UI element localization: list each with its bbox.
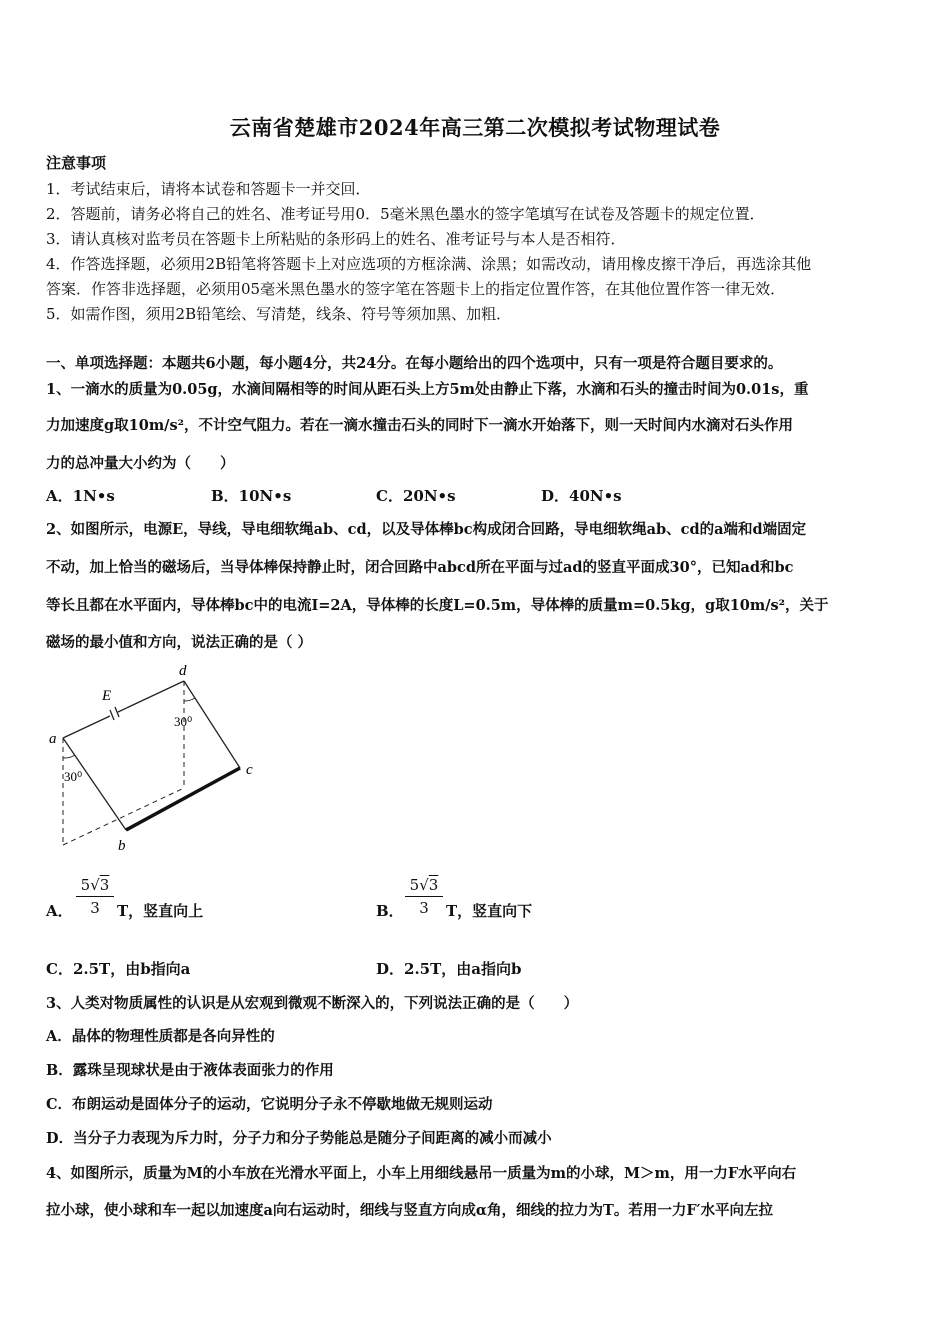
denominator: 3 <box>419 899 429 917</box>
q1-option-c: C．20N•s <box>376 487 456 505</box>
q3-option-d: D．当分子力表现为斥力时，分子力和分子势能总是随分子间距离的减小而减小 <box>46 1130 552 1147</box>
angle-label-d: 30⁰ <box>174 714 193 729</box>
sqrt-sign: √ <box>90 876 100 894</box>
q3-option-b: B．露珠呈现球状是由于液体表面张力的作用 <box>46 1062 334 1079</box>
q3-option-c: C．布朗运动是固体分子的运动，它说明分子永不停歇地做无规则运动 <box>46 1096 493 1113</box>
q4-line: 拉小球，使小球和车一起以加速度a向右运动时，细线与竖直方向成α角，细线的拉力为T。若用一力F′水平向左拉 <box>46 1202 773 1219</box>
label-e: E <box>102 688 112 704</box>
soft-wire-ab <box>63 738 126 830</box>
angle-label-a: 30⁰ <box>64 769 83 784</box>
q1-option-d: D．40N•s <box>541 487 622 505</box>
dashed-base <box>63 788 184 845</box>
q2-option-a-fraction <box>76 876 114 917</box>
notice-item: 5．如需作图，须用2B铅笔绘、写清楚，线条、符号等须加黑、加粗． <box>46 305 512 323</box>
q1-option-a: A．1N•s <box>46 487 115 505</box>
wire-a-to-e <box>63 716 110 738</box>
conductor-rod-bc <box>126 768 240 830</box>
q1-line: 力加速度g取10m/s²，不计空气阻力。若在一滴水撞击石头的同时下一滴水开始落下，则一天时间内水滴对石头作用 <box>46 417 793 434</box>
soft-wire-dc <box>184 681 240 768</box>
notice-item: 4．作答选择题，必须用2B铅笔将答题卡上对应选项的方框涂满、涂黑；如需改动，请用橡皮擦干净后，再选涂其他 <box>46 255 812 273</box>
battery-plate <box>110 710 114 720</box>
page-title: 云南省楚雄市2024年高三第二次模拟考试物理试卷 <box>229 115 721 140</box>
q1-line: 1、一滴水的质量为0.05g，水滴间隔相等的时间从距石头上方5m处由静止下落，水滴和石头的撞击时间为0.01s，重 <box>46 381 809 398</box>
q2-option-b-letter: B． <box>376 902 404 920</box>
notice-item: 3．请认真核对监考员在答题卡上所粘贴的条形码上的姓名、准考证号与本人是否相符． <box>46 230 626 248</box>
q4-line: 4、如图所示，质量为M的小车放在光滑水平面上，小车上用细线悬吊一质量为m的小球，M＞m，用一力F水平向右 <box>46 1165 797 1182</box>
angle-arc-d <box>184 698 195 701</box>
q2-line: 磁场的最小值和方向，说法正确的是（ ） <box>46 634 313 651</box>
sqrt-sign: √ <box>419 876 429 894</box>
notice-item: 1．考试结束后，请将本试卷和答题卡一并交回． <box>46 180 371 198</box>
q2-option-a-letter: A． <box>46 902 73 920</box>
label-a: a <box>49 731 57 747</box>
q2-line: 等长且都在水平面内，导体棒bc中的电流I=2A，导体棒的长度L=0.5m，导体棒的质量m=0.5kg，g取10m/s²，关于 <box>46 597 829 614</box>
q3-option-a: A．晶体的物理性质都是各向异性的 <box>46 1028 275 1045</box>
notice-item: 答案．作答非选择题，必须用05毫米黑色墨水的签字笔在答题卡上的指定位置作答，在其他位置作答一律无效． <box>46 280 786 298</box>
numerator-coef: 5 <box>409 876 420 894</box>
label-d: d <box>179 663 187 679</box>
q1-option-b: B．10N•s <box>211 487 292 505</box>
q2-option-d: D．2.5T，由a指向b <box>376 960 522 978</box>
q3-stem: 3、人类对物质属性的认识是从宏观到微观不断深入的，下列说法正确的是（ ） <box>46 995 579 1012</box>
numerator-radicand: 3 <box>99 876 110 894</box>
q2-line: 2、如图所示，电源E，导线，导电细软绳ab、cd，以及导体棒bc构成闭合回路，导电细软绳ab、cd的a端和d端固定 <box>46 521 807 538</box>
numerator-coef: 5 <box>80 876 91 894</box>
section-heading: 一、单项选择题：本题共6小题，每小题4分，共24分。在每小题给出的四个选项中，只有一项是符合题目要求的。 <box>46 355 783 372</box>
label-b: b <box>118 838 126 854</box>
q2-option-c: C．2.5T，由b指向a <box>46 960 191 978</box>
label-c: c <box>246 762 253 778</box>
q1-line: 力的总冲量大小约为（ ） <box>46 455 235 472</box>
q2-option-a-text: T，竖直向上 <box>117 902 204 920</box>
denominator: 3 <box>90 899 100 917</box>
angle-arc-a <box>63 755 75 758</box>
q2-option-b-text: T，竖直向下 <box>446 902 533 920</box>
numerator-radicand: 3 <box>428 876 439 894</box>
q2-line: 不动，加上恰当的磁场后，当导体棒保持静止时，闭合回路中abcd所在平面与过ad的竖直平面成30°，已知ad和bc <box>46 559 794 576</box>
notice-heading: 注意事项 <box>46 154 107 172</box>
q2-option-b-fraction <box>405 876 443 917</box>
circuit-figure <box>40 660 270 855</box>
wire-e-to-d <box>118 681 184 712</box>
notice-item: 2．答题前，请务必将自己的姓名、准考证号用0．5毫米黑色墨水的签字笔填写在试卷及答题卡的规定位置． <box>46 205 765 223</box>
